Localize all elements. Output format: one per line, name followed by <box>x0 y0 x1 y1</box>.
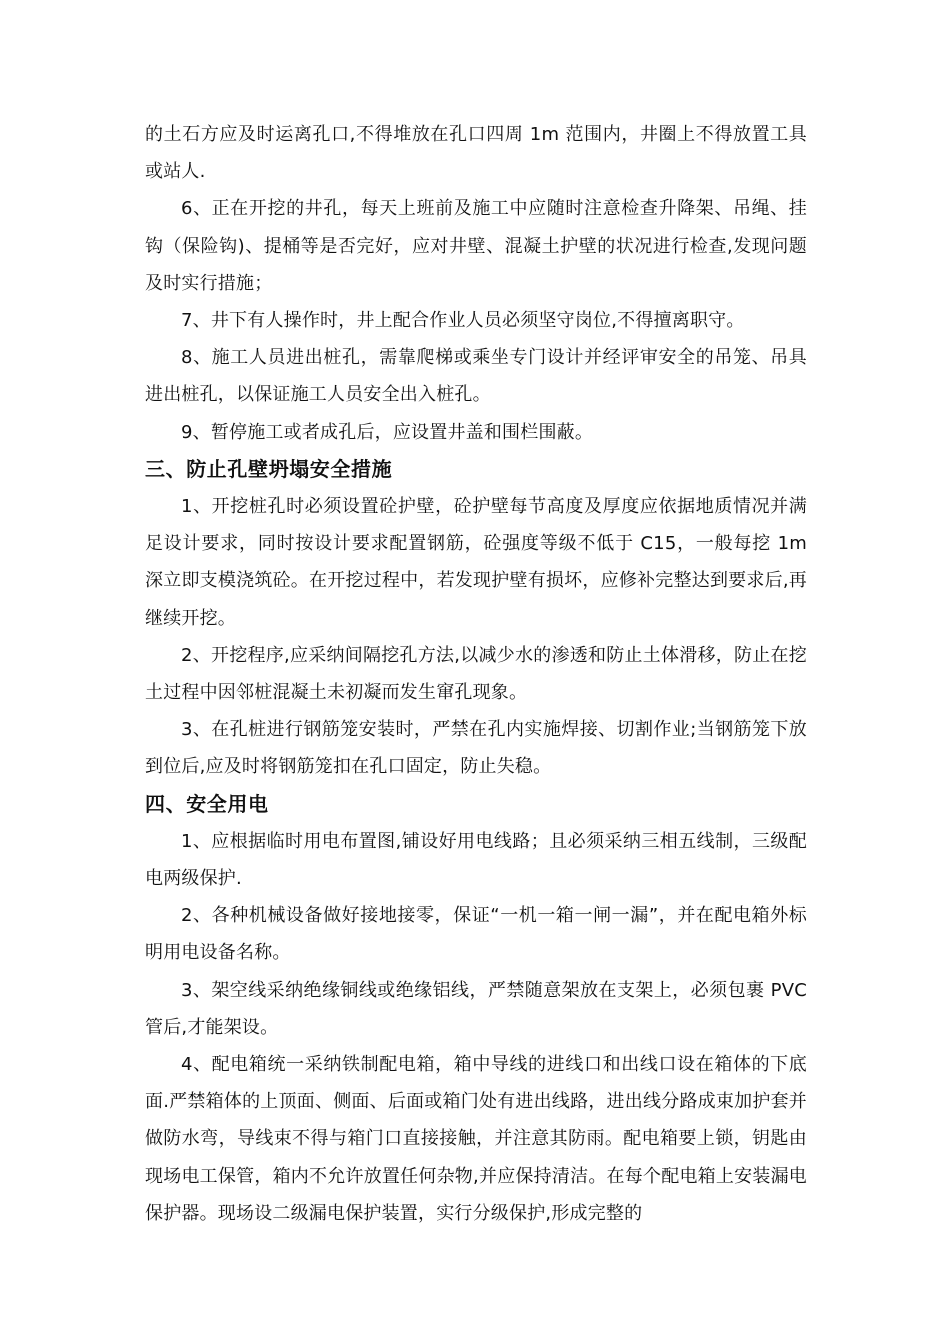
paragraph-power-4: 4、配电箱统一采纳铁制配电箱，箱中导线的进线口和出线口设在箱体的下底面.严禁箱体的上顶面、侧面、后面或箱门处有进出线路，进出线分路成束加护套并做防水弯，导线束不得与箱门口直接接触，并注意其防雨。配电箱要上锁，钥匙由现场电工保管，箱内不允许放置任何杂物,并应保持清洁。在每个配电箱上安装漏电保护器。现场设二级漏电保护装置，实行分级保护,形成完整的 <box>145 1054 807 1224</box>
paragraph-continued: 的土石方应及时运离孔口,不得堆放在孔口四周 1m 范围内，井圈上不得放置工具或站人. <box>145 124 807 183</box>
paragraph-power-2: 2、各种机械设备做好接地接零，保证“一机一箱一闸一漏”，并在配电箱外标明用电设备名称。 <box>145 905 807 964</box>
paragraph-item-6: 6、正在开挖的井孔，每天上班前及施工中应随时注意检查升降架、吊绳、挂钩（保险钩)、提桶等是否完好，应对井壁、混凝土护壁的状况进行检查,发现问题及时实行措施； <box>145 198 807 294</box>
paragraph-wall-2: 2、开挖程序,应采纳间隔挖孔方法,以减少水的渗透和防止土体滑移，防止在挖土过程中因邻桩混凝土未初凝而发生窜孔现象。 <box>145 644 807 704</box>
paragraph-wall-3: 3、在孔桩进行钢筋笼安装时，严禁在孔内实施焊接、切割作业;当钢筋笼下放到位后,应及时将钢筋笼扣在孔口固定，防止失稳。 <box>145 719 807 778</box>
paragraph-wall-1: 1、开挖桩孔时必须设置砼护壁，砼护壁每节高度及厚度应依据地质情况并满足设计要求，同时按设计要求配置钢筋，砼强度等级不低于 C15，一般每挖 1m 深立即支模浇筑砼。在开挖过程中，若发现护壁有损坏，应修补完整达到要求后,再继续开挖。 <box>145 496 807 629</box>
paragraph-item-8: 8、施工人员进出桩孔，需靠爬梯或乘坐专门设计并经评审安全的吊笼、吊具进出桩孔，以保证施工人员安全出入桩孔。 <box>145 347 807 406</box>
document-page <box>145 116 807 1232</box>
paragraph-item-7: 7、井下有人操作时，井上配合作业人员必须坚守岗位,不得擅离职守。 <box>181 310 745 332</box>
paragraph-item-9: 9、暂停施工或者成孔后，应设置井盖和围栏围蔽。 <box>181 421 594 443</box>
section-heading-4: 四、安全用电 <box>145 791 269 816</box>
paragraph-power-3: 3、架空线采纳绝缘铜线或绝缘铝线，严禁随意架放在支架上，必须包裹 PVC 管后,才能架设。 <box>145 979 807 1038</box>
paragraph-power-1: 1、应根据临时用电布置图,铺设好用电线路；且必须采纳三相五线制，三级配电两级保护. <box>145 830 807 890</box>
section-heading-3: 三、防止孔壁坍塌安全措施 <box>145 456 393 481</box>
